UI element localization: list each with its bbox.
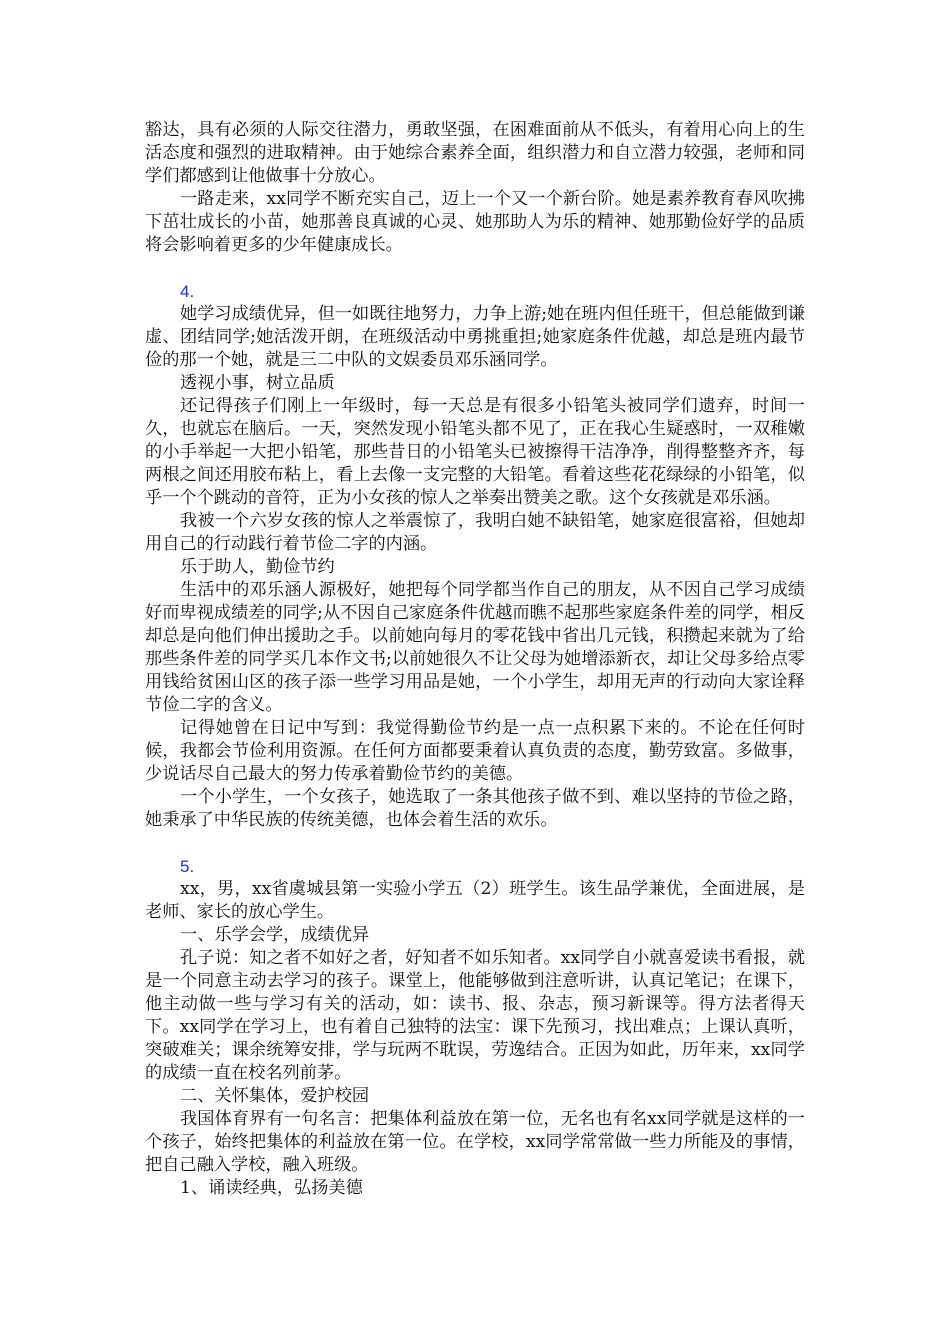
paragraph: 豁达，具有必须的人际交往潜力，勇敢坚强，在困难面前从不低头，有着用心向上的生活态度和强烈的进取精神。由于她综合素养全面，组织潜力和自立潜力较强，老师和同学们都感到让他做事十分放心。 [145,120,805,186]
subheading: 二、关怀集体，爱护校园 [180,1086,370,1106]
subheading: 乐于助人，勤俭节约 [180,557,335,577]
section-number-5: 5. [180,857,195,876]
section-number-4: 4. [180,282,195,301]
paragraph: 一个小学生，一个女孩子，她选取了一条其他孩子做不到、难以坚持的节俭之路，她秉承了中华民族的传统美德，也体会着生活的欢乐。 [145,787,805,830]
paragraph: 她学习成绩优异，但一如既往地努力，力争上游;她在班内但任班干，但总能做到谦虚、团结同学;她活泼开朗，在班级活动中勇挑重担;她家庭条件优越，却总是班内最节俭的那一个她，就是三二中队的文娱委员邓乐涵同学。 [145,304,805,370]
paragraph: 我国体育界有一句名言：把集体利益放在第一位，无名也有名xx同学就是这样的一个孩子，始终把集体的利益放在第一位。在学校，xx同学常常做一些力所能及的事情，把自己融入学校，融入班级。 [145,1109,805,1175]
subheading: 透视小事，树立品质 [180,373,335,393]
paragraph: 我被一个六岁女孩的惊人之举震惊了，我明白她不缺铅笔，她家庭很富裕，但她却用自己的行动践行着节俭二字的内涵。 [145,511,805,554]
subheading: 1、诵读经典，弘扬美德 [180,1178,363,1198]
paragraph: xx，男，xx省虞城县第一实验小学五（2）班学生。该生品学兼优，全面进展，是老师、家长的放心学生。 [145,879,805,922]
subheading: 一、乐学会学，成绩优异 [180,925,370,945]
spacer [145,832,805,855]
text-column [145,119,805,1200]
paragraph: 一路走来，xx同学不断充实自己，迈上一个又一个新台阶。她是素养教育春风吹拂下茁壮成长的小苗，她那善良真诚的心灵、她那助人为乐的精神、她那勤俭好学的品质将会影响着更多的少年健康成长。 [145,189,805,255]
paragraph: 孔子说：知之者不如好之者，好知者不如乐知者。xx同学自小就喜爱读书看报，就是一个同意主动去学习的孩子。课堂上，他能够做到注意听讲，认真记笔记；在课下，他主动做一些与学习有关的活动，如：读书、报、杂志，预习新课等。得方法者得天下。xx同学在学习上，也有着自己独特的法宝：课下先预习，找出难点；上课认真听，突破难关；课余统筹安排，学与玩两不耽误，劳逸结合。正因为如此，历年来，xx同学的成绩一直在校名列前茅。 [145,948,805,1083]
paragraph: 记得她曾在日记中写到：我觉得勤俭节约是一点一点积累下来的。不论在任何时候，我都会节俭利用资源。在任何方面都要秉着认真负责的态度，勤劳致富。多做事，少说话尽自己最大的努力传承着勤俭节约的美德。 [145,718,805,784]
paragraph: 还记得孩子们刚上一年级时，每一天总是有很多小铅笔头被同学们遗弃，时间一久，也就忘在脑后。一天，突然发现小铅笔头都不见了，正在我心生疑惑时，一双稚嫩的小手举起一大把小铅笔，那些昔日的小铅笔头已被擦得干洁净净，削得整整齐齐，每两根之间还用胶布粘上，看上去像一支完整的大铅笔。看着这些花花绿绿的小铅笔，似乎一个个跳动的音符，正为小女孩的惊人之举奏出赞美之歌。这个女孩就是邓乐涵。 [145,396,805,508]
paragraph: 生活中的邓乐涵人源极好，她把每个同学都当作自己的朋友，从不因自己学习成绩好而卑视成绩差的同学;从不因自己家庭条件优越而瞧不起那些家庭条件差的同学，相反却总是向他们伸出援助之手。以前她向每月的零花钱中省出几元钱，积攒起来就为了给那些条件差的同学买几本作文书;以前她很久不让父母为她增添新衣，却让父母多给点零用钱给贫困山区的孩子添一些学习用品是她，一个小学生，却用无声的行动向大家诠释节俭二字的含义。 [145,580,805,715]
spacer [145,257,805,280]
